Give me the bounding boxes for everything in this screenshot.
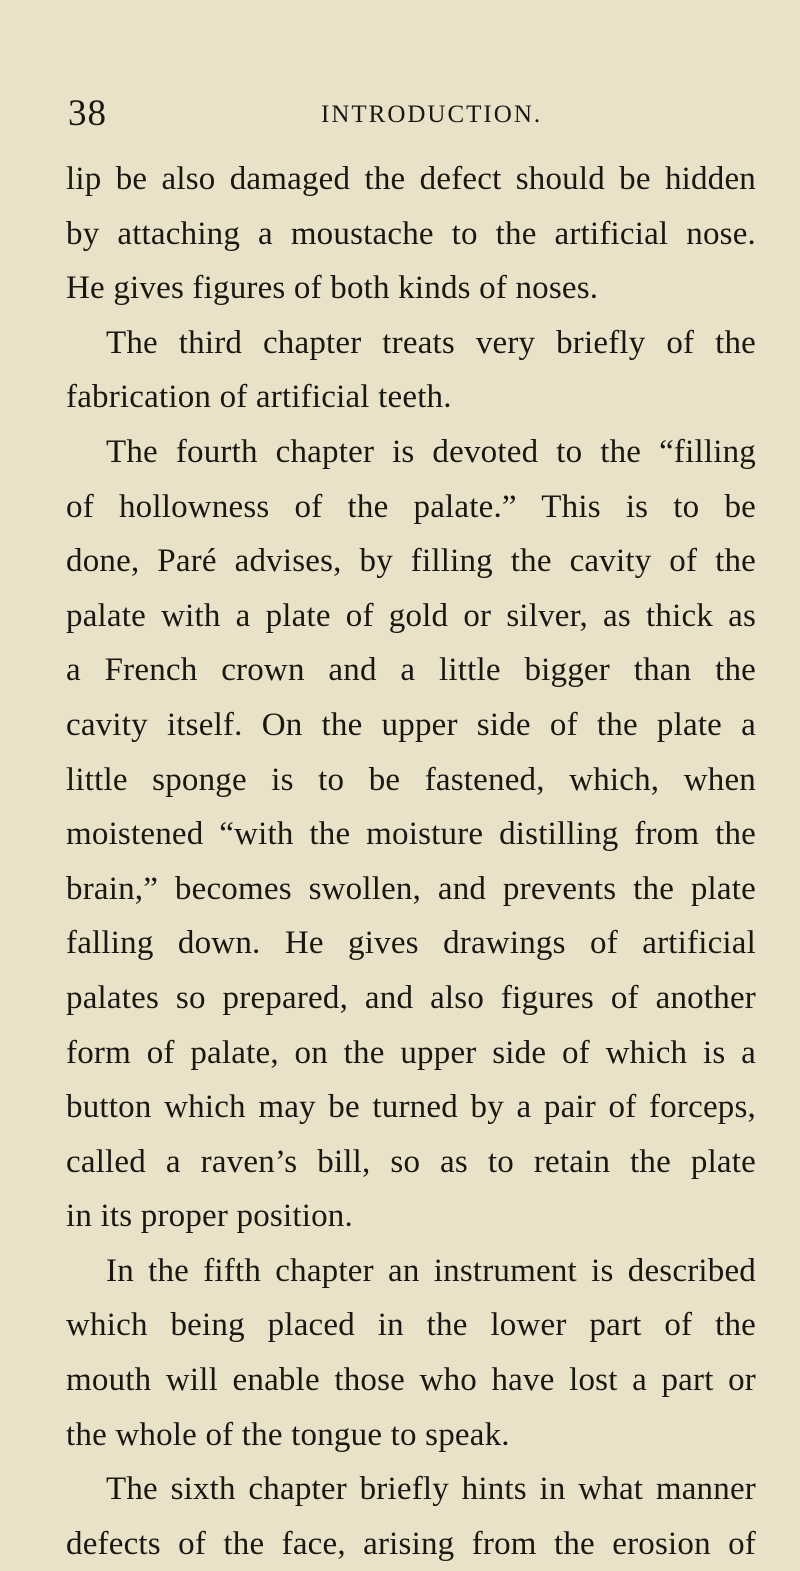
text-line: falling down. He gives drawings of artificial — [66, 925, 756, 962]
text-line: little sponge is to be fastened, which, when — [66, 761, 756, 798]
text-line: a French crown and a little bigger than the — [66, 652, 756, 689]
text-line: of hollowness of the palate.” This is to be — [66, 488, 756, 525]
text-line: done, Paré advises, by filling the cavity of the — [66, 543, 756, 580]
text-line: palate with a plate of gold or silver, as thick as — [66, 597, 756, 634]
page-number: 38 — [68, 93, 107, 134]
body-text — [66, 152, 756, 1571]
text-line: The sixth chapter briefly hints in what manner — [106, 1471, 756, 1508]
text-line: form of palate, on the upper side of which is a — [66, 1034, 756, 1071]
text-line: moistened “with the moisture distilling from the — [66, 816, 756, 853]
text-line: The third chapter treats very briefly of the — [106, 324, 756, 361]
text-line: He gives figures of both kinds of noses. — [66, 270, 599, 307]
text-line: palates so prepared, and also figures of another — [66, 979, 756, 1016]
running-head: INTRODUCTION. — [321, 101, 543, 128]
text-line: by attaching a moustache to the artificial nose. — [66, 215, 756, 252]
text-line: fabrication of artificial teeth. — [66, 379, 452, 416]
text-line: lip be also damaged the defect should be hidden — [66, 161, 756, 197]
text-line: brain,” becomes swollen, and prevents the plate — [66, 870, 756, 907]
text-line: called a raven’s bill, so as to retain the plate — [66, 1143, 756, 1180]
text-line: mouth will enable those who have lost a part or — [66, 1362, 756, 1399]
text-line: which being placed in the lower part of the — [66, 1307, 756, 1344]
text-line: In the fifth chapter an instrument is described — [106, 1252, 756, 1289]
text-line: cavity itself. On the upper side of the plate a — [66, 706, 756, 743]
text-line: button which may be turned by a pair of forceps, — [66, 1089, 756, 1126]
text-line: in its proper position. — [66, 1198, 353, 1235]
text-line: the whole of the tongue to speak. — [66, 1416, 510, 1453]
text-line: The fourth chapter is devoted to the “filling — [106, 433, 756, 470]
text-line: defects of the face, arising from the erosion of — [66, 1525, 756, 1562]
page-header — [68, 92, 758, 136]
